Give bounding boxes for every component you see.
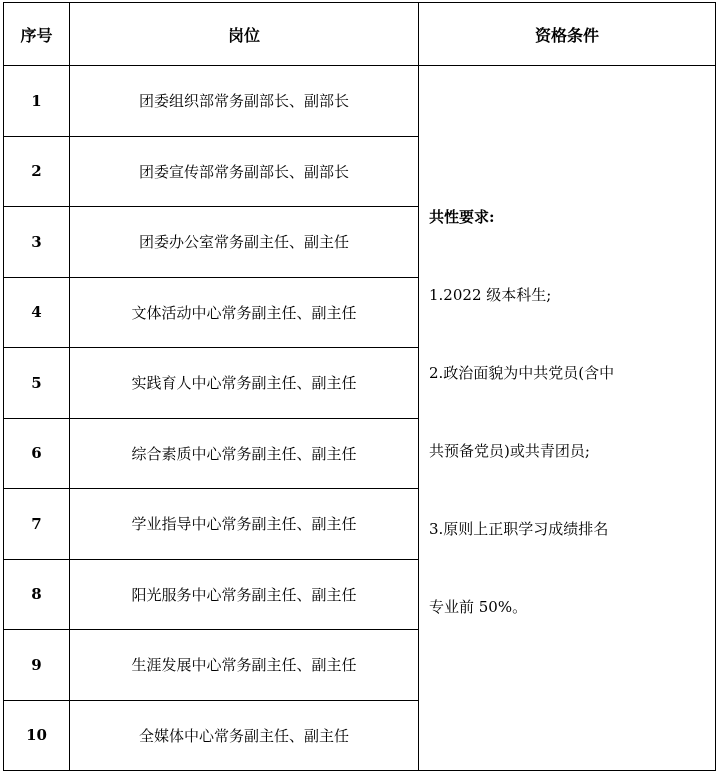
row-position: 团委办公室常务副主任、副主任 [70, 207, 419, 278]
row-number: 3 [4, 207, 70, 278]
row-number: 10 [4, 700, 70, 771]
row-position: 综合素质中心常务副主任、副主任 [70, 418, 419, 489]
row-number: 2 [4, 136, 70, 207]
requirement-line: 2.政治面貌为中共党员(含中 [429, 364, 615, 382]
requirement-line: 1.2022 级本科生; [429, 286, 552, 304]
row-position: 团委宣传部常务副部长、副部长 [70, 136, 419, 207]
row-number: 8 [4, 559, 70, 630]
row-position: 实践育人中心常务副主任、副主任 [70, 348, 419, 419]
requirement-line: 共预备党员)或共青团员; [429, 442, 590, 460]
row-position: 阳光服务中心常务副主任、副主任 [70, 559, 419, 630]
table-header-row [4, 3, 716, 66]
header-serial-number: 序号 [4, 3, 70, 66]
row-position: 文体活动中心常务副主任、副主任 [70, 277, 419, 348]
row-number: 4 [4, 277, 70, 348]
qualification-cell [419, 66, 716, 771]
header-qualification: 资格条件 [419, 3, 716, 66]
row-position: 生涯发展中心常务副主任、副主任 [70, 630, 419, 701]
row-position: 全媒体中心常务副主任、副主任 [70, 700, 419, 771]
row-number: 1 [4, 66, 70, 137]
row-number: 6 [4, 418, 70, 489]
header-position: 岗位 [70, 3, 419, 66]
row-number: 9 [4, 630, 70, 701]
table-row [4, 66, 716, 137]
row-position: 学业指导中心常务副主任、副主任 [70, 489, 419, 560]
position-requirements-table [3, 2, 716, 771]
requirement-line: 3.原则上正职学习成绩排名 [429, 520, 609, 538]
row-position: 团委组织部常务副部长、副部长 [70, 66, 419, 137]
row-number: 5 [4, 348, 70, 419]
row-number: 7 [4, 489, 70, 560]
requirements-heading: 共性要求: [429, 208, 495, 226]
requirement-line: 专业前 50%。 [429, 598, 528, 616]
